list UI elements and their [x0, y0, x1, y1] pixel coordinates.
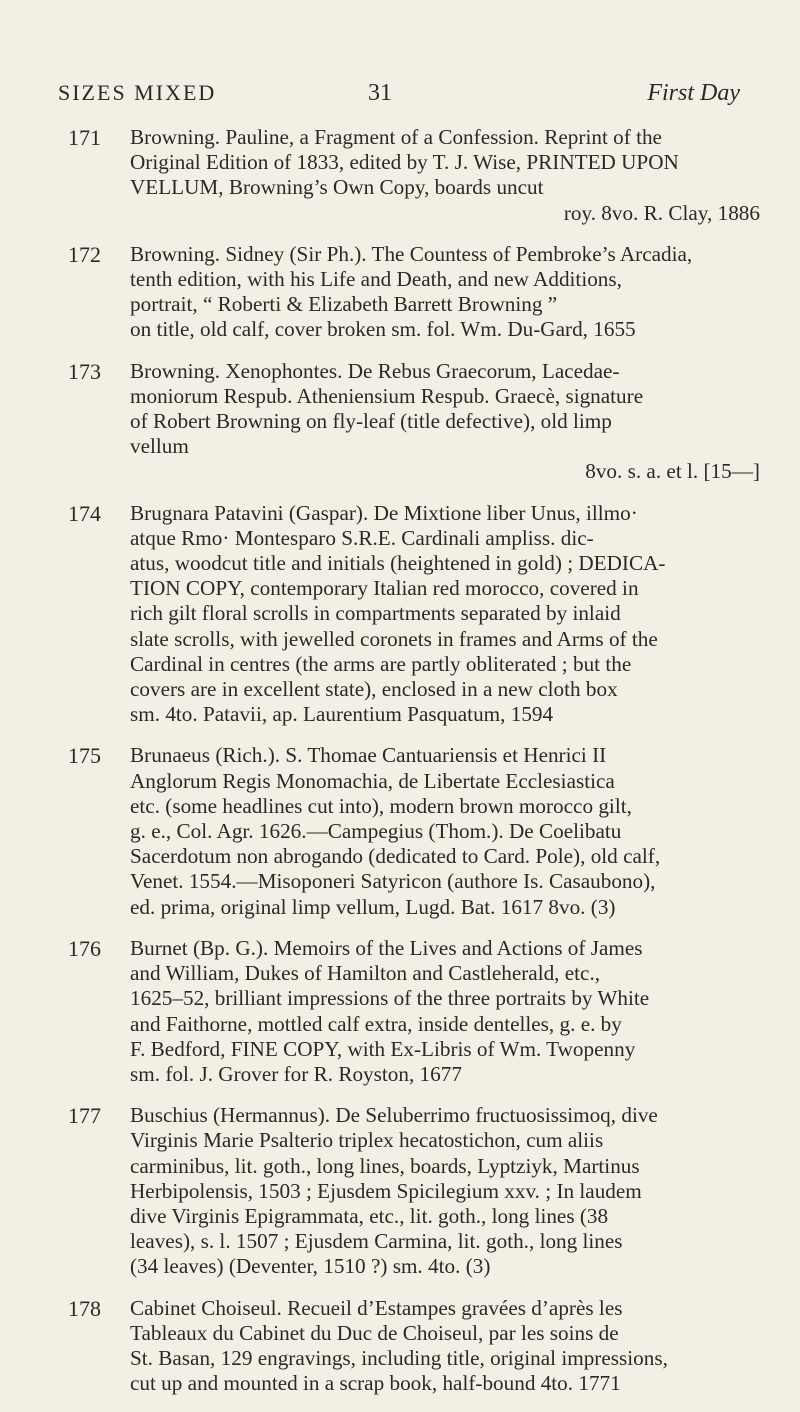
- description-line: and William, Dukes of Hamilton and Castleherald, etc.,: [130, 961, 601, 986]
- page-number: 31: [368, 80, 392, 106]
- description-line: leaves), s. l. 1507 ; Ejusdem Carmina, lit. goth., long lines: [130, 1229, 623, 1254]
- description-line: sm. fol. J. Grover for R. Royston, 1677: [130, 1061, 462, 1086]
- lot-description: [130, 1103, 760, 1279]
- description-line: Virginis Marie Psalterio triplex hecatostichon, cum aliis: [130, 1128, 604, 1153]
- header-day-label: First Day: [647, 80, 740, 106]
- description-line: Original Edition of 1833, edited by T. J. Wise, PRINTED UPON: [130, 150, 679, 175]
- description-line: (34 leaves) (Deventer, 1510 ?) sm. 4to. (3): [130, 1254, 491, 1279]
- lot-description: [130, 936, 760, 1087]
- description-line: dive Virginis Epigrammata, etc., lit. goth., long lines (38: [130, 1203, 609, 1228]
- description-line: cut up and mounted in a scrap book, half-bound 4to. 1771: [130, 1371, 621, 1396]
- description-line: Brugnara Patavini (Gaspar). De Mixtione liber Unus, illmo·: [130, 500, 638, 525]
- description-line: covers are in excellent state), enclosed in a new cloth box: [130, 677, 618, 702]
- catalogue-entry: [68, 936, 760, 1087]
- header-section-label: SIZES MIXED: [58, 80, 217, 105]
- description-line: moniorum Respub. Atheniensium Respub. Graecè, signature: [130, 383, 644, 408]
- running-header: [58, 80, 740, 110]
- description-line: on title, old calf, cover broken sm. fol. Wm. Du-Gard, 1655: [130, 317, 636, 342]
- lot-number: 176: [68, 935, 101, 961]
- description-line: Herbipolensis, 1503 ; Ejusdem Spicilegium xxv. ; In laudem: [130, 1178, 642, 1203]
- description-line: tenth edition, with his Life and Death, and new Additions,: [130, 267, 622, 292]
- description-line: Cardinal in centres (the arms are partly obliterated ; but the: [130, 651, 632, 676]
- lot-number: 172: [68, 241, 101, 267]
- imprint-line: 8vo. s. a. et l. [15—]: [585, 459, 760, 484]
- lot-description: [130, 242, 760, 343]
- lot-number: 175: [68, 743, 101, 769]
- description-line: and Faithorne, mottled calf extra, inside dentelles, g. e. by: [130, 1011, 622, 1036]
- description-line: vellum: [130, 434, 189, 459]
- description-line: Venet. 1554.—Misoponeri Satyricon (authore Is. Casaubono),: [130, 869, 656, 894]
- lot-description: [130, 743, 760, 919]
- catalogue-entry: [68, 1296, 760, 1397]
- lot-number: 177: [68, 1103, 101, 1129]
- catalogue-entry: [68, 242, 760, 343]
- description-line: Buschius (Hermannus). De Seluberrimo fructuosissimoq, dive: [130, 1103, 658, 1128]
- description-line: Browning. Xenophontes. De Rebus Graecorum, Lacedae-: [130, 358, 620, 383]
- lot-number: 178: [68, 1295, 101, 1321]
- catalogue-entry: [68, 359, 760, 485]
- description-line: TION COPY, contemporary Italian red morocco, covered in: [130, 576, 639, 601]
- lot-description: [130, 359, 760, 485]
- description-line: 1625–52, brilliant impressions of the three portraits by White: [130, 986, 650, 1011]
- description-line: Browning. Sidney (Sir Ph.). The Countess of Pembroke’s Arcadia,: [130, 241, 693, 266]
- description-line: Burnet (Bp. G.). Memoirs of the Lives and Actions of James: [130, 935, 643, 960]
- description-line: etc. (some headlines cut into), modern brown morocco gilt,: [130, 793, 632, 818]
- description-line: atus, woodcut title and initials (heightened in gold) ; DEDICA-: [130, 551, 666, 576]
- lot-description: [130, 501, 760, 728]
- catalogue-entry: [68, 743, 760, 919]
- catalogue-entry: [68, 125, 760, 226]
- imprint-line: roy. 8vo. R. Clay, 1886: [563, 200, 760, 225]
- lot-number: 171: [68, 125, 101, 150]
- description-line: Tableaux du Cabinet du Duc de Choiseul, par les soins de: [130, 1320, 619, 1345]
- lot-number: 173: [68, 358, 101, 384]
- description-line: F. Bedford, FINE COPY, with Ex-Libris of Wm. Twopenny: [130, 1036, 636, 1061]
- description-line: portrait, “ Roberti & Elizabeth Barrett Browning ”: [130, 292, 558, 317]
- lot-description: [130, 125, 760, 226]
- lot-number: 174: [68, 500, 101, 526]
- description-line: Anglorum Regis Monomachia, de Libertate Ecclesiastica: [130, 768, 615, 793]
- description-line: VELLUM, Browning’s Own Copy, boards uncut: [130, 175, 544, 200]
- description-line: of Robert Browning on fly-leaf (title defective), old limp: [130, 409, 612, 434]
- description-line: sm. 4to. Patavii, ap. Laurentium Pasquatum, 1594: [130, 702, 554, 727]
- description-line: ed. prima, original limp vellum, Lugd. Bat. 1617 8vo. (3): [130, 894, 616, 919]
- description-line: St. Basan, 129 engravings, including title, original impressions,: [130, 1345, 668, 1370]
- description-line: atque Rmo· Montesparo S.R.E. Cardinali ampliss. dic-: [130, 525, 594, 550]
- catalogue-entry: [68, 501, 760, 728]
- catalogue-entries: [68, 125, 760, 1412]
- description-line: rich gilt floral scrolls in compartments separated by inlaid: [130, 601, 621, 626]
- catalogue-entry: [68, 1103, 760, 1279]
- description-line: carminibus, lit. goth., long lines, boards, Lyptziyk, Martinus: [130, 1153, 640, 1178]
- description-line: Brunaeus (Rich.). S. Thomae Cantuariensis et Henrici II: [130, 743, 607, 768]
- description-line: Sacerdotum non abrogando (dedicated to Card. Pole), old calf,: [130, 844, 661, 869]
- description-line: g. e., Col. Agr. 1626.—Campegius (Thom.). De Coelibatu: [130, 819, 622, 844]
- description-line: Cabinet Choiseul. Recueil d’Estampes gravées d’après les: [130, 1295, 623, 1320]
- description-line: slate scrolls, with jewelled coronets in frames and Arms of the: [130, 626, 658, 651]
- lot-description: [130, 1296, 760, 1397]
- description-line: Browning. Pauline, a Fragment of a Confession. Reprint of the: [130, 125, 662, 149]
